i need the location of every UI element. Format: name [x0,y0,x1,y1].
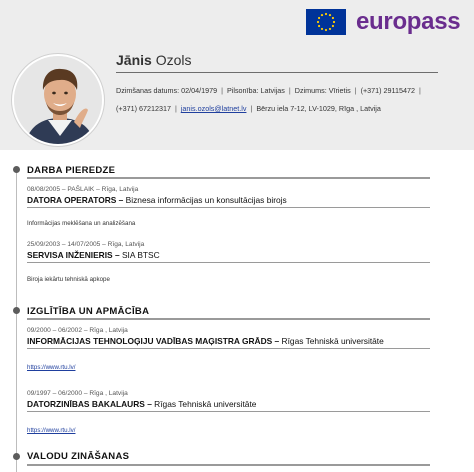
education-1-title [27,336,384,346]
experience-2-meta: 25/09/2003 – 14/07/2005 – Rīga, Latvija [27,241,145,248]
eu-star-icon [332,25,334,27]
address: Bērzu iela 7-12, LV-1029, Rīga , Latvija [256,104,381,113]
experience-2-org: SIA BTSC [119,250,160,260]
birth-date: Dzimšanas datums: 02/04/1979 [116,86,218,95]
item-divider [27,348,430,349]
experience-2-role: SERVISA INŽENIERIS – [27,250,120,260]
eu-star-icon [332,17,334,19]
experience-1-meta: 08/08/2005 – PAŠLAIK – Rīga, Latvija [27,186,139,193]
eu-star-icon [333,21,335,23]
section-title-languages: VALODU ZINĀŠANAS [27,451,130,462]
person-name [116,52,192,68]
item-divider [27,207,430,208]
experience-1-title [27,195,287,205]
name-divider [116,72,438,73]
personal-info-line-1: Dzimšanas datums: 02/04/1979 | Pilsonība: Latvijas | Dzimums: Vīrietis | (+371) 29115472 | [116,86,421,95]
section-divider [27,177,430,179]
section-title-education: IZGLĪTĪBA UN APMĀCĪBA [27,306,150,317]
section-bullet [13,307,20,314]
europass-logo [306,9,460,35]
education-2-degree: DATORZINĪBAS BAKALAURS – [27,399,152,409]
phone-2: (+371) 67212317 [116,104,171,113]
education-2-org: Rīgas Tehniskā universitāte [151,399,257,409]
eu-flag-icon [306,9,346,35]
experience-2-title [27,250,160,260]
last-name: Ozols [155,52,192,68]
education-1-org: Rīgas Tehniskā universitāte [279,336,384,346]
eu-star-icon [325,13,327,15]
section-title-experience: DARBA PIEREDZE [27,165,116,176]
eu-star-icon [321,14,323,16]
personal-info-line-2: (+371) 67212317 | janis.ozols@latnet.lv | Bērzu iela 7-12, LV-1029, Rīga , Latvija [116,104,381,113]
email-link[interactable]: janis.ozols@latnet.lv [180,104,247,113]
education-1-link[interactable]: https://www.rtu.lv/ [27,364,76,371]
cv-header [0,0,474,150]
eu-star-icon [329,14,331,16]
eu-star-icon [318,17,320,19]
eu-star-icon [317,21,319,23]
first-name: Jānis [116,52,152,68]
item-divider [27,411,430,412]
education-1-degree: INFORMĀCIJAS TEHNOLOĢIJU VADĪBAS MAĢISTRA GRĀDS – [27,336,280,346]
eu-star-icon [329,28,331,30]
timeline-line [16,170,17,472]
profile-photo [12,54,104,146]
experience-2-description: Biroja iekārtu tehniskā apkope [27,276,110,283]
education-2-link[interactable]: https://www.rtu.lv/ [27,427,76,434]
eu-star-icon [318,25,320,27]
education-2-title [27,399,256,409]
experience-1-description: Informācijas meklēšana un analizēšana [27,220,136,227]
education-1-meta: 09/2000 – 06/2002 – Rīga , Latvija [27,327,128,334]
eu-star-icon [321,28,323,30]
item-divider [27,262,430,263]
section-bullet [13,453,20,460]
nationality: Pilsonība: Latvijas [226,86,285,95]
experience-1-org: Biznesa informācijas un konsultācijas birojs [123,195,287,205]
experience-1-role: DATORA OPERATORS – [27,195,124,205]
phone-1: (+371) 29115472 [360,86,415,95]
europass-logo-text: europass [356,8,461,35]
eu-star-icon [325,29,327,31]
section-divider [27,464,430,466]
section-bullet [13,166,20,173]
section-divider [27,318,430,320]
gender: Dzimums: Vīrietis [294,86,351,95]
education-2-meta: 09/1997 – 06/2000 – Rīga , Latvija [27,390,128,397]
